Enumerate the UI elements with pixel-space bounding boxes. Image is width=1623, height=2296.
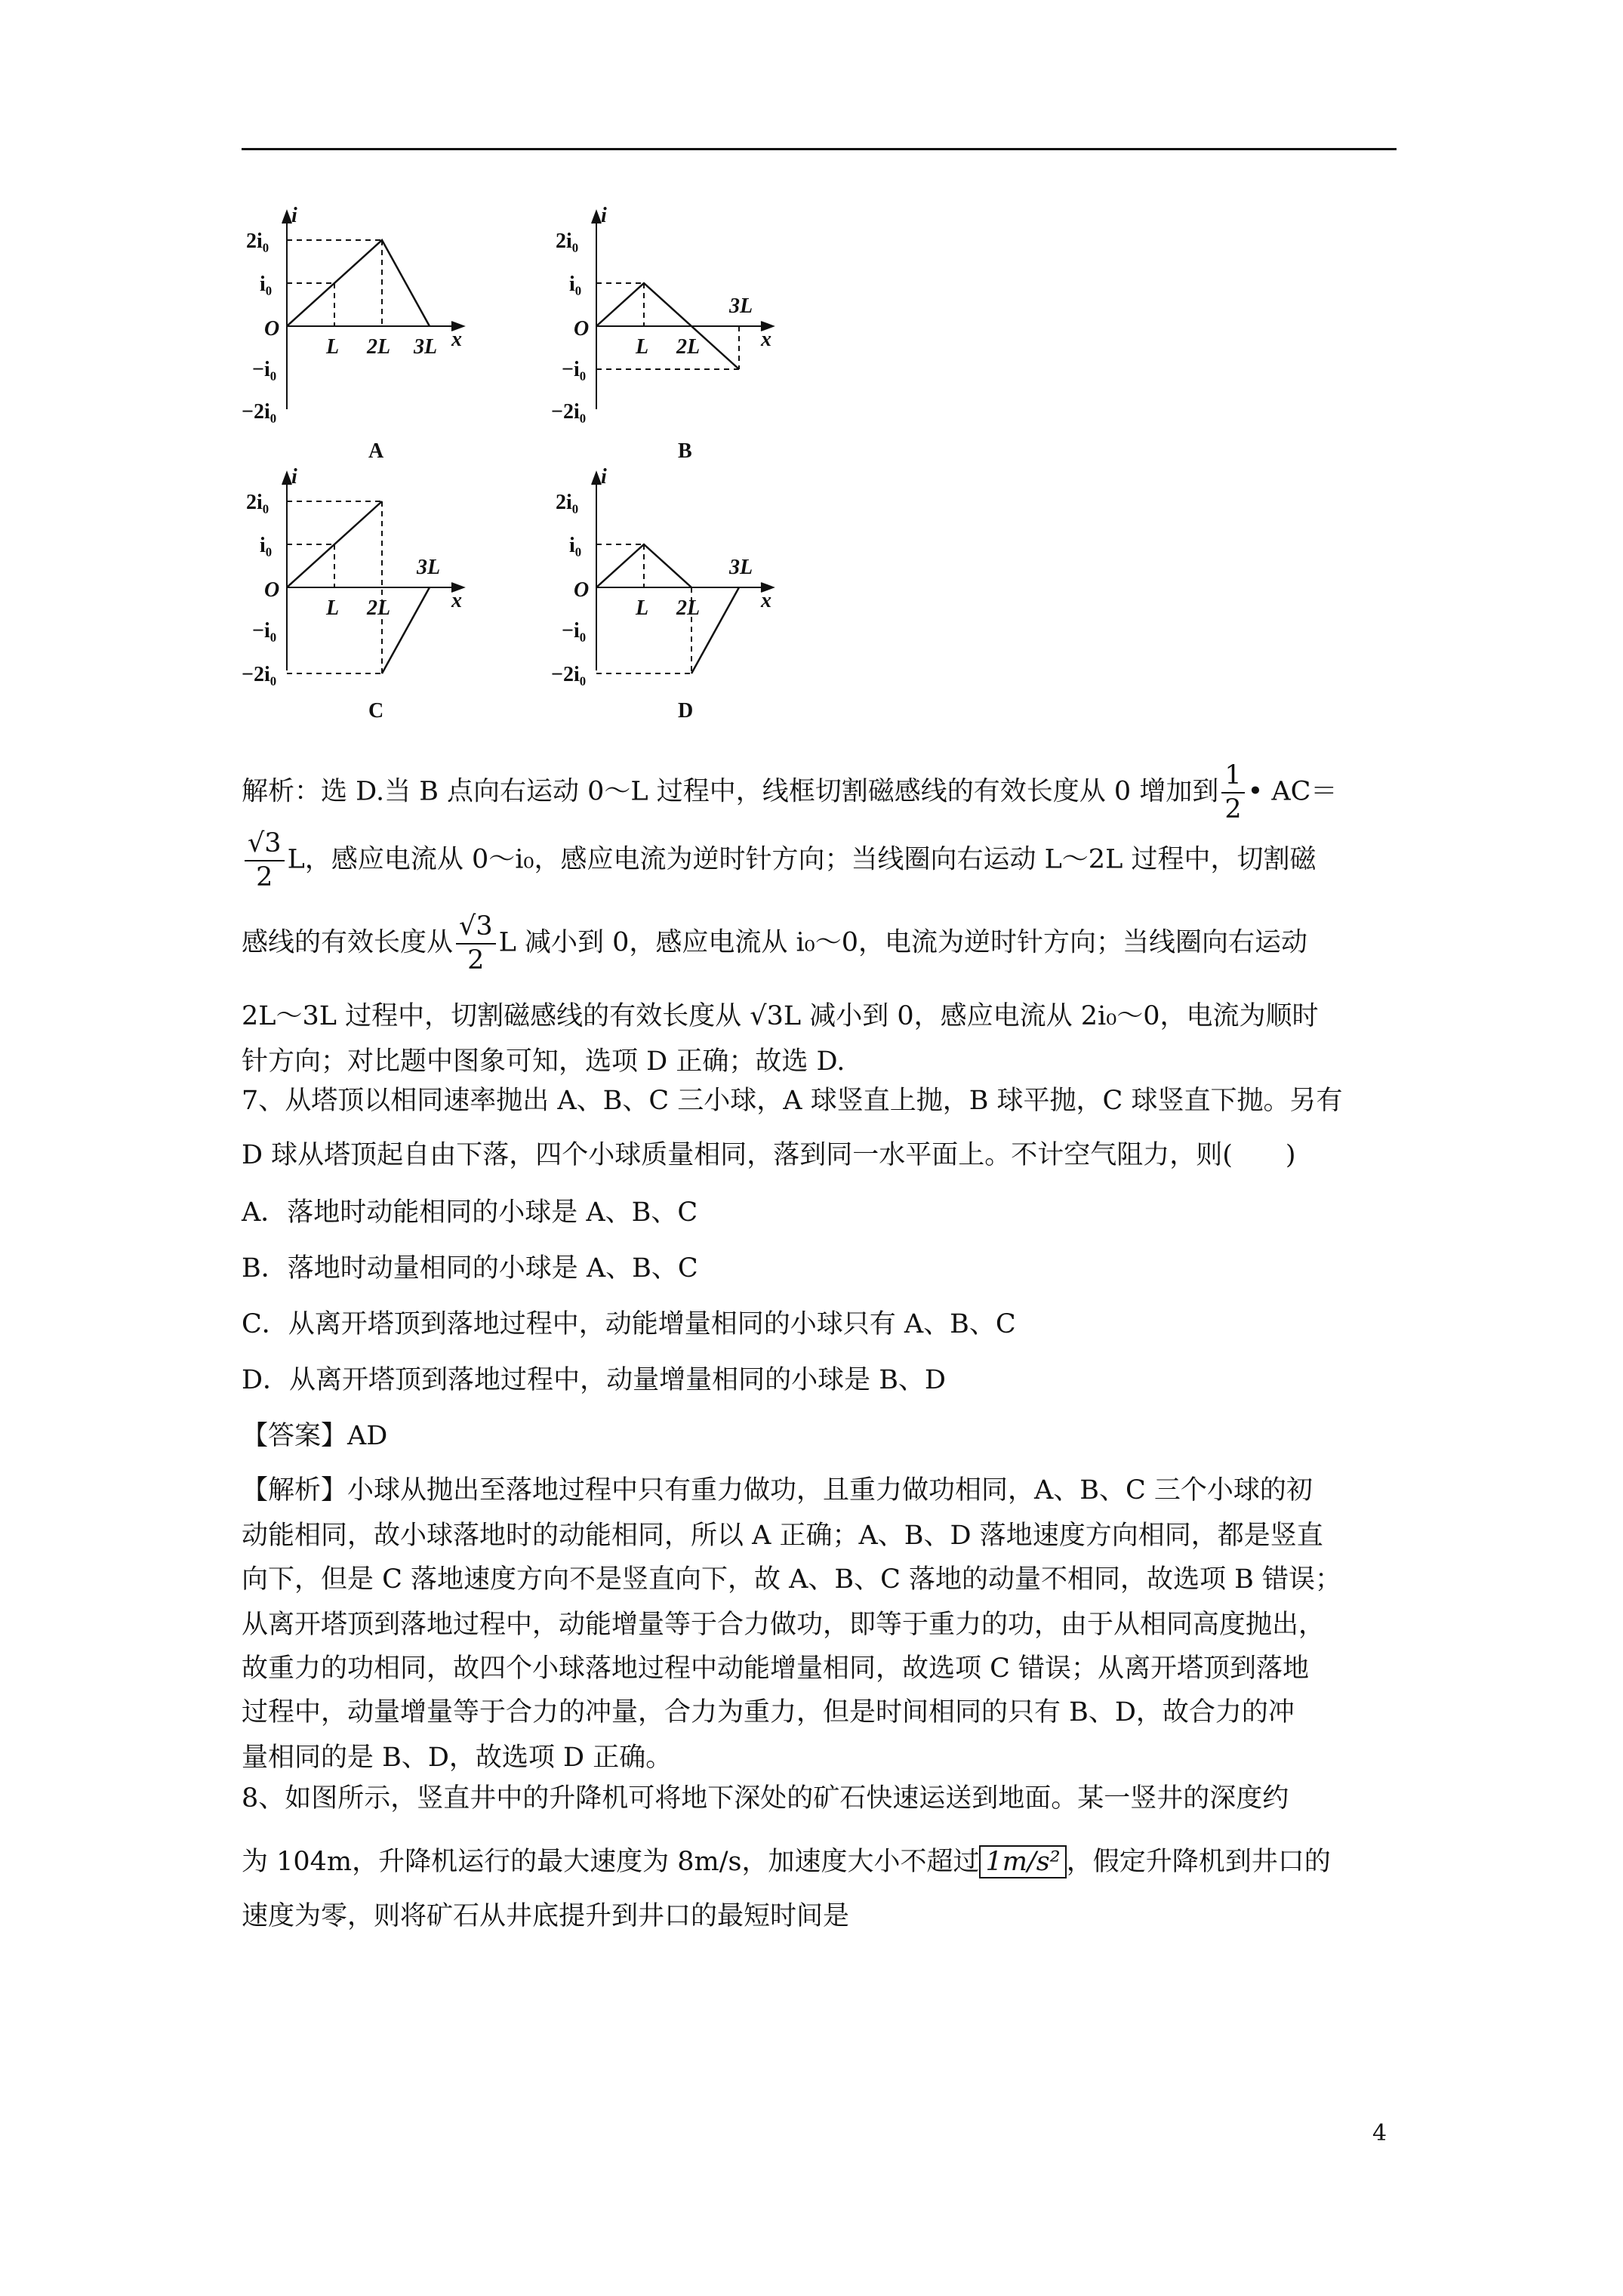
y-axis-label: i (291, 465, 297, 488)
q7-stem-1: 7、从塔顶以相同速率抛出 A、B、C 三小球，A 球竖直上抛，B 球平抛，C 球竖直下抛。另有 (242, 1086, 1343, 1116)
y-tick: i₀ (260, 534, 273, 557)
q7-explain-7: 量相同的是 B、D，故选项 D 正确。 (242, 1743, 673, 1773)
x-tick: 3L (417, 556, 441, 579)
analysis-line-1: 解析：选 D.当 B 点向右运动 0～L 过程中，线框切割磁感线的有效长度从 0 增加到 $\frac{1}{2}$ • AC＝ (242, 760, 1338, 824)
graph-b (551, 205, 808, 480)
x-tick: 3L (414, 335, 438, 359)
x-axis-label: x (761, 328, 771, 351)
y-tick: −2i₀ (242, 400, 277, 424)
q7-option-b: B．落地时动量相同的小球是 A、B、C (242, 1253, 698, 1284)
analysis-line-4: 2L～3L 过程中，切割磁感线的有效长度从 √3L 减小到 0，感应电流从 2i₀～0，电流为顺时 (242, 1001, 1319, 1031)
q8-line-1: 8、如图所示，竖直井中的升降机可将地下深处的矿石快速运送到地面。某一竖井的深度约 (242, 1783, 1289, 1814)
analysis-line-5: 针方向；对比题中图象可知，选项 D 正确；故选 D. (242, 1046, 845, 1077)
y-tick: i₀ (569, 273, 582, 296)
graph-c (242, 467, 498, 741)
analysis-line-3: 感线的有效长度从 $\frac{√3}{2}$ L 减小到 0，感应电流从 i₀～0，电流为逆时针方向；当线圈向右运动 (242, 911, 1307, 975)
y-axis-label: i (601, 204, 607, 227)
y-tick: 2i₀ (556, 230, 579, 253)
graph-label: A (368, 439, 384, 463)
graph-d (551, 467, 808, 741)
x-tick: 3L (729, 294, 753, 318)
y-tick: −i₀ (252, 619, 277, 643)
q7-option-c: C．从离开塔顶到落地过程中，动能增量相同的小球只有 A、B、C (242, 1309, 1016, 1339)
y-tick: 2i₀ (246, 230, 269, 253)
q8-line-3: 速度为零，则将矿石从井底提升到井口的最短时间是 (242, 1901, 850, 1931)
y-tick: 2i₀ (556, 491, 579, 514)
x-tick: 3L (729, 556, 753, 579)
q7-stem-2: D 球从塔顶起自由下落，四个小球质量相同，落到同一水平面上。不计空气阻力，则( ) (242, 1140, 1296, 1170)
fraction-sqrt3-over-2: $\frac{√3}{2}$ (456, 914, 496, 974)
x-tick: L (326, 335, 340, 359)
x-axis-label: x (761, 589, 771, 612)
x-tick: L (636, 596, 649, 620)
origin-label: O (574, 317, 590, 341)
y-tick: −i₀ (252, 358, 277, 381)
origin-label: O (264, 317, 280, 341)
x-tick: 2L (367, 596, 391, 620)
x-tick: 2L (367, 335, 391, 359)
analysis-line-2: $\frac{√3}{2}$ L，感应电流从 0～i₀，感应电流为逆时针方向；当线圈向右运动 L～2L 过程中，切割磁 (242, 831, 1316, 891)
y-tick: −2i₀ (242, 663, 277, 686)
x-axis-label: x (451, 328, 462, 351)
y-tick: −2i₀ (551, 400, 587, 424)
q7-explain-6: 过程中，动量增量等于合力的冲量，合力为重力，但是时间相同的只有 B、D，故合力的冲 (242, 1697, 1295, 1727)
q7-option-a: A．落地时动能相同的小球是 A、B、C (242, 1197, 698, 1228)
q7-option-d: D．从离开塔顶到落地过程中，动量增量相同的小球是 B、D (242, 1365, 946, 1395)
x-tick: 2L (676, 596, 701, 620)
y-tick: i₀ (569, 534, 582, 557)
q8-line-2: 为 104m，升降机运行的最大速度为 8m/s，加速度大小不超过 1m/s² ，假定升降机到井口的 (242, 1847, 1331, 1877)
y-axis-label: i (291, 204, 297, 227)
graph-label: B (678, 439, 692, 463)
q7-explain-3: 向下，但是 C 落地速度方向不是竖直向下，故 A、B、C 落地的动量不相同，故选项 B 错误； (242, 1564, 1342, 1595)
y-tick: −i₀ (562, 358, 587, 381)
x-tick: 2L (676, 335, 701, 359)
y-tick: i₀ (260, 273, 273, 296)
origin-label: O (574, 578, 590, 602)
x-axis-label: x (451, 589, 462, 612)
page-number: 4 (1372, 2120, 1387, 2147)
graph-label: C (368, 699, 384, 723)
x-tick: L (636, 335, 649, 359)
y-tick: 2i₀ (246, 491, 269, 514)
origin-label: O (264, 578, 280, 602)
q7-explain-2: 动能相同，故小球落地时的动能相同，所以 A 正确；A、B、D 落地速度方向相同，都是竖直 (242, 1521, 1323, 1551)
fraction-half: $\frac{1}{2}$ (1221, 763, 1244, 823)
acceleration-box: 1m/s² (979, 1845, 1066, 1878)
graph-label: D (678, 699, 694, 723)
y-tick: −2i₀ (551, 663, 587, 686)
q7-explain-4: 从离开塔顶到落地过程中，动能增量等于合力做功，即等于重力的功，由于从相同高度抛出， (242, 1610, 1326, 1640)
y-tick: −i₀ (562, 619, 587, 643)
q7-answer: 【答案】AD (242, 1421, 388, 1451)
y-axis-label: i (601, 465, 607, 488)
q7-explain-1: 【解析】小球从抛出至落地过程中只有重力做功，且重力做功相同，A、B、C 三个小球的初 (242, 1475, 1313, 1505)
graph-a (242, 205, 498, 480)
header-rule (242, 148, 1397, 150)
fraction-sqrt3-over-2: $\frac{√3}{2}$ (245, 831, 285, 891)
x-tick: L (326, 596, 340, 620)
q7-explain-5: 故重力的功相同，故四个小球落地过程中动能增量相同，故选项 C 错误；从离开塔顶到落地 (242, 1653, 1310, 1684)
